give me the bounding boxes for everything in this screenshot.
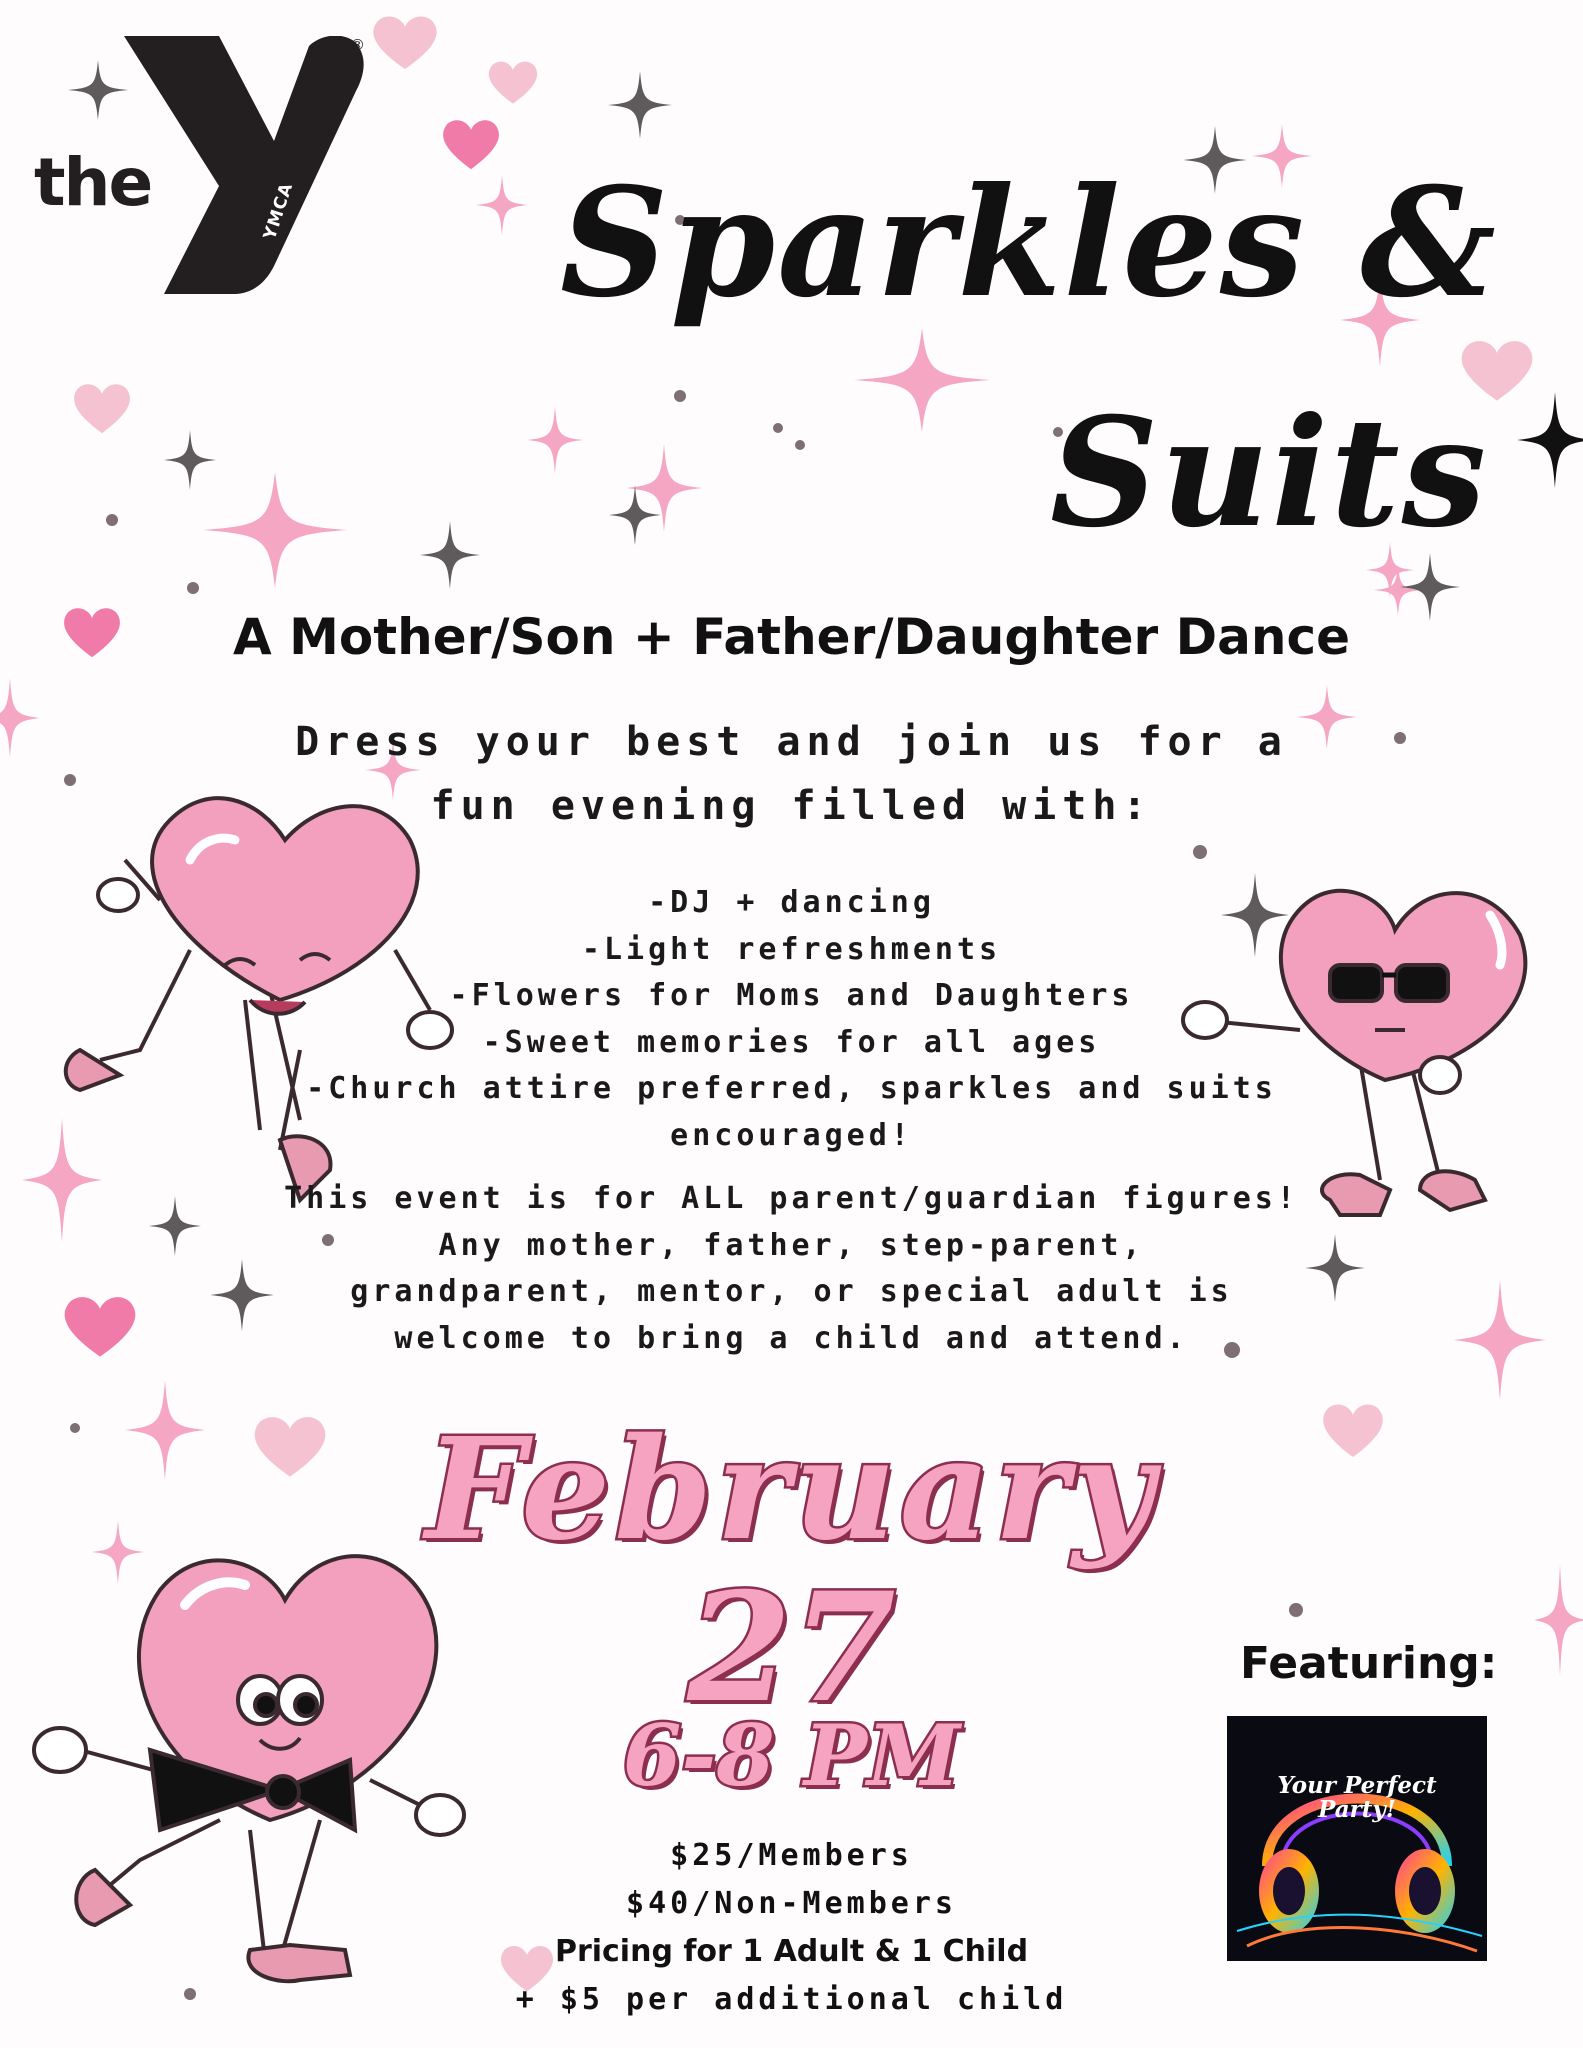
price-non-members: $40/Non-Members [626,1886,957,1921]
list-item: -Church attire preferred, sparkles and suits [306,1071,1277,1106]
ymca-logo [34,36,374,296]
price-additional: + $5 per additional child [515,1982,1068,2017]
headphones-icon [1227,1716,1487,1961]
intro-text [0,710,1583,838]
intro-line: fun evening filled with: [430,783,1153,829]
pricing-note: Pricing for 1 Adult & 1 Child [554,1934,1029,1969]
logo-ymca-text: YMCA [260,180,298,243]
event-time: 6-8 PM [622,1706,961,1805]
list-item: encouraged! [670,1117,913,1153]
ymca-logo-icon [124,36,374,296]
logo-the-text: the [34,144,152,221]
event-subtitle: A Mother/Son + Father/Daughter Dance [233,608,1350,666]
title-line-2: Suits [1050,385,1489,561]
dj-name-line: Your Perfect [1277,1772,1437,1799]
feature-list [0,880,1583,1159]
list-item: -Sweet memories for all ages [482,1024,1101,1060]
list-item: -DJ + dancing [648,885,935,920]
dj-logo [1227,1716,1487,1961]
featuring-label: Featuring: [1240,1638,1498,1689]
welcome-line: Any mother, father, step-parent, [438,1227,1145,1263]
dj-name [1227,1774,1487,1822]
list-item: -Light refreshments [581,931,1002,967]
registered-mark: ® [350,36,365,54]
welcome-paragraph [0,1176,1583,1362]
welcome-line: welcome to bring a child and attend. [394,1320,1189,1356]
list-item: -Flowers for Moms and Daughters [449,978,1134,1013]
intro-line: Dress your best and join us for a [295,719,1288,765]
welcome-line: This event is for ALL parent/guardian figures! [284,1181,1299,1216]
sparkle-icon [1517,392,1583,488]
welcome-line: grandparent, mentor, or special adult is [350,1274,1233,1309]
dj-name-line: Party! [1318,1796,1396,1823]
title-line-1: Sparkles & [560,155,1498,331]
price-members: $25/Members [670,1838,913,1873]
event-day: 27 [687,1560,896,1736]
event-month: February [425,1408,1158,1572]
